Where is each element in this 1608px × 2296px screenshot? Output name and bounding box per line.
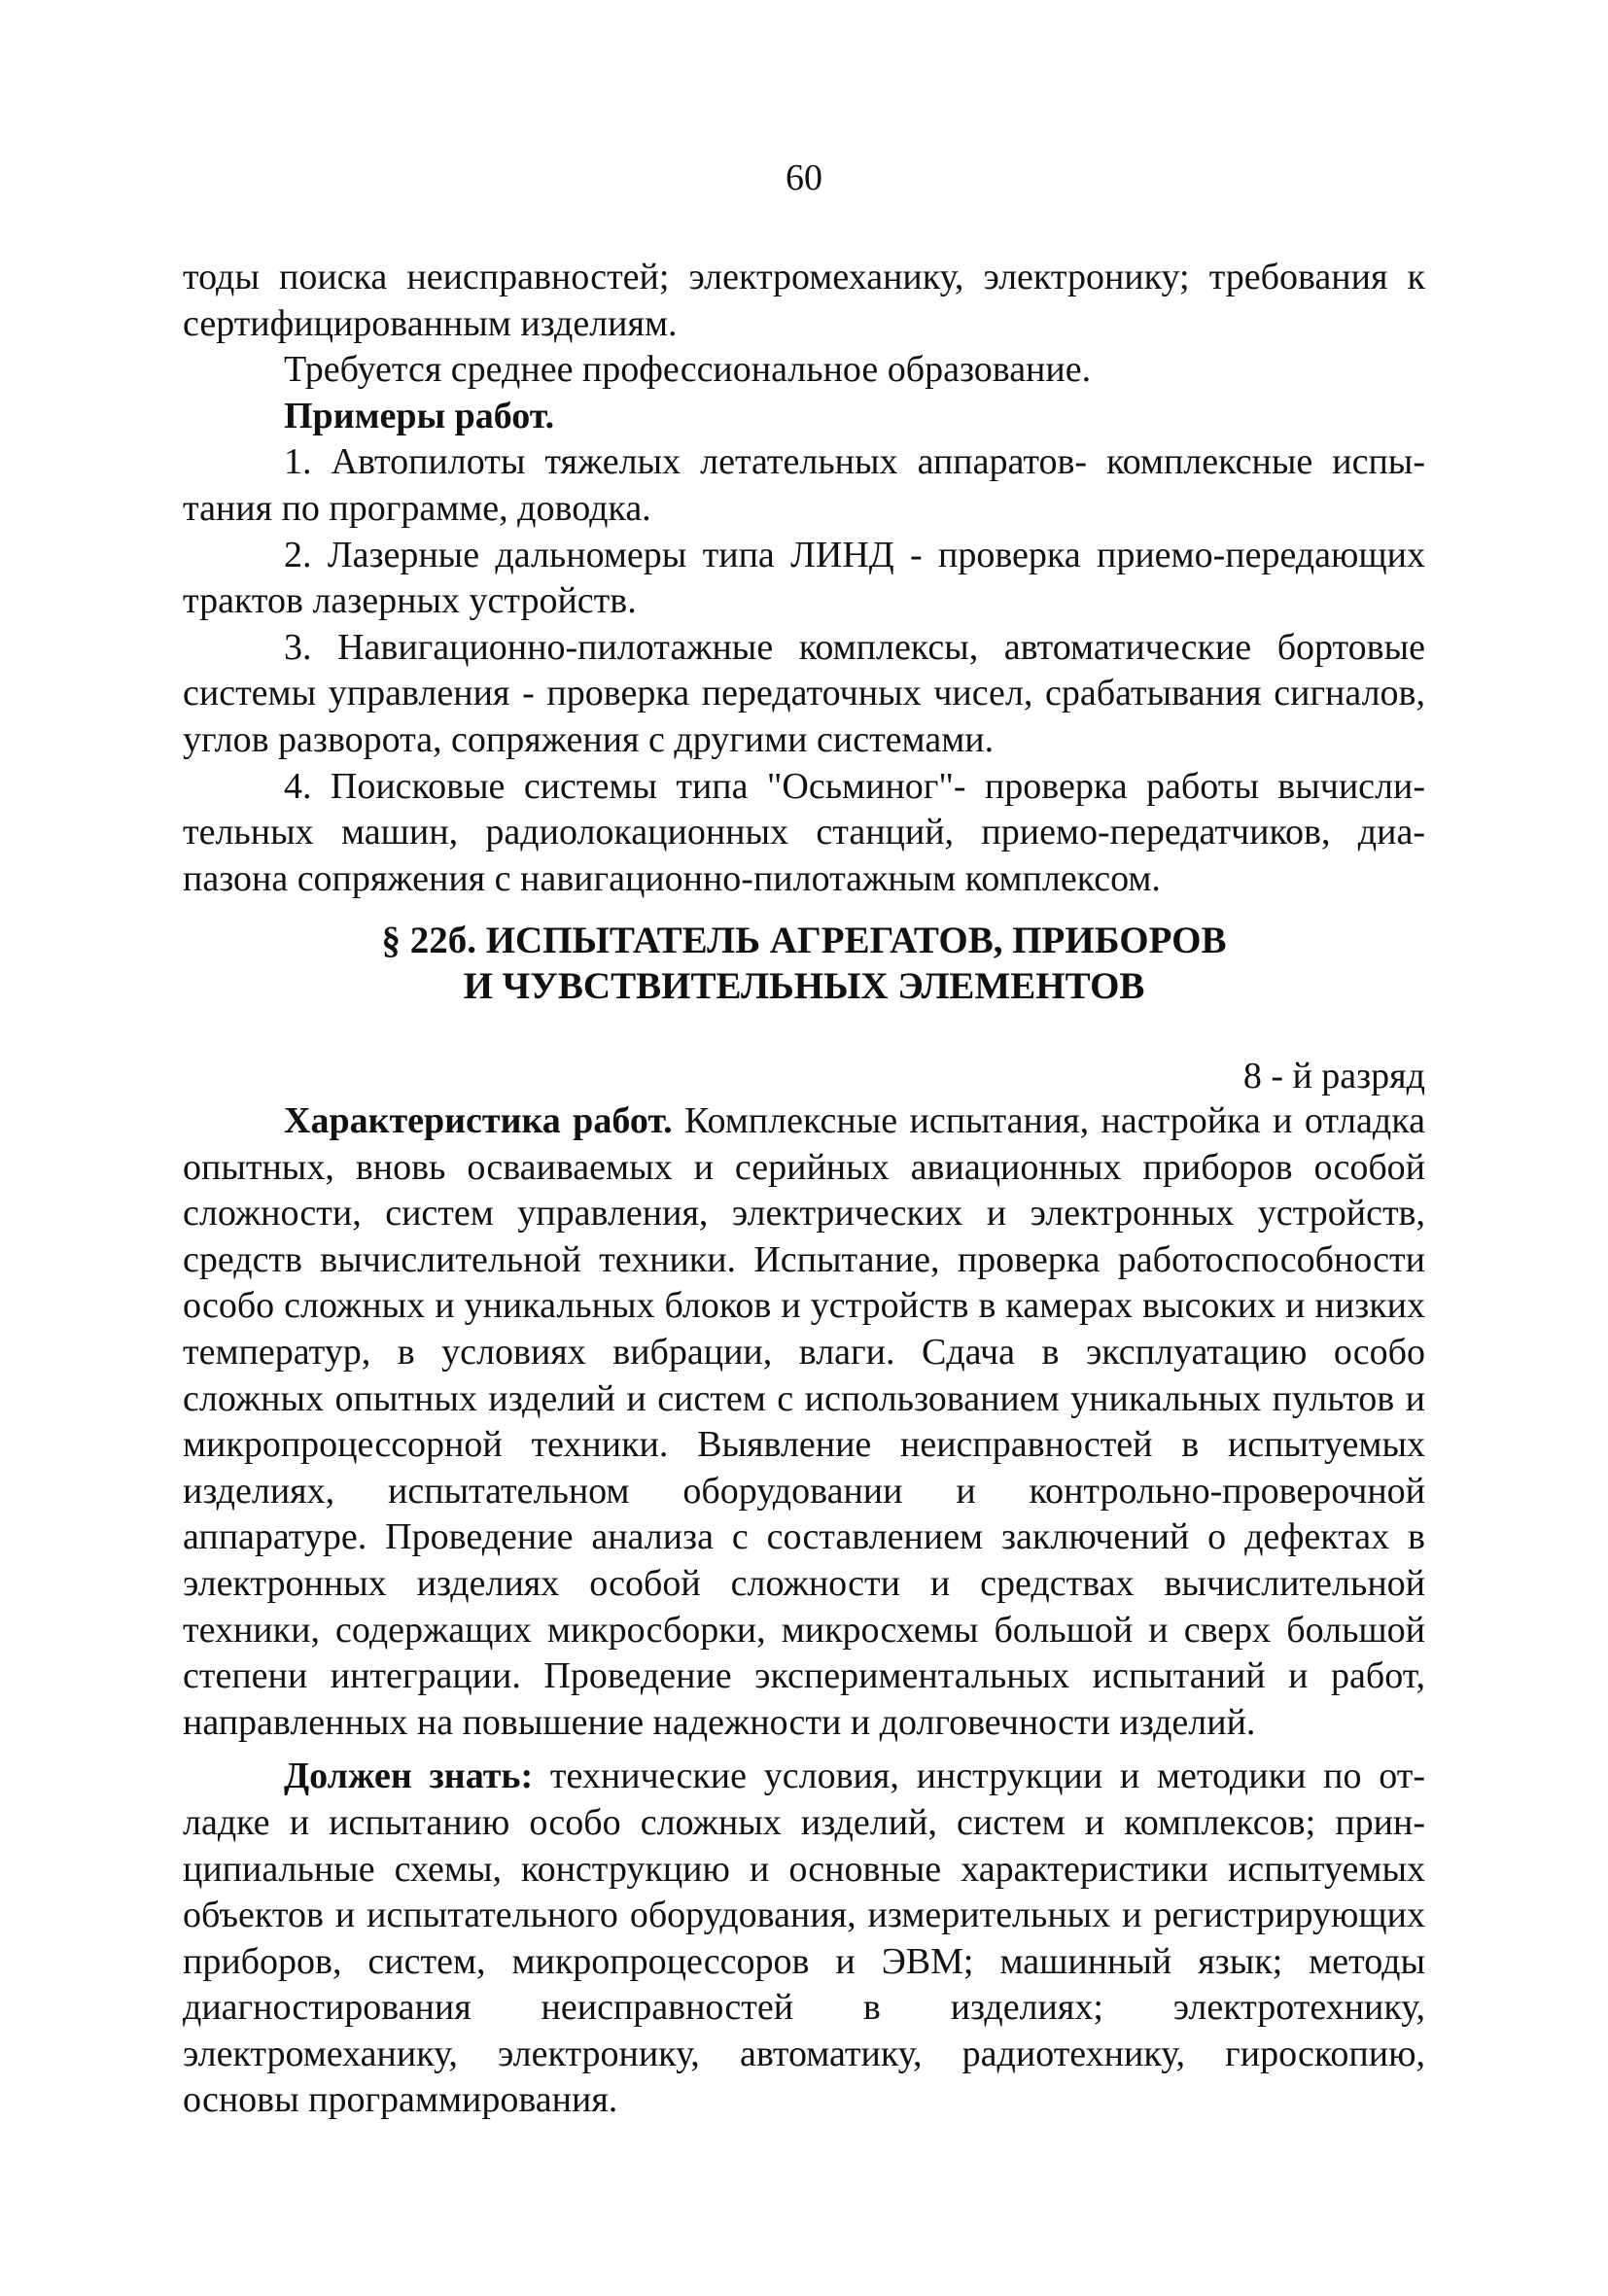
example-item-4: 4. Поисковые системы типа "Осьминог"- проверка работы вычислительных машин, радиолокационных станций, приемо-передатчиков, диапазона сопряжения с навигационно-пилотажным комплексом.: [183, 765, 1425, 899]
characteristics-label: Характеристика работ.: [284, 1100, 673, 1141]
intro-paragraph: тоды поиска неисправностей; электромеханику, электронику; требования к сертифицированным изделиям.: [183, 257, 1425, 344]
knowledge-paragraph: [183, 1754, 1425, 2124]
example-item-2: 2. Лазерные дальномеры типа ЛИНД - проверка приемо-передающих трактов лазерных устройств.: [183, 534, 1425, 622]
section-title-line-1: § 22б. ИСПЫТАТЕЛЬ АГРЕГАТОВ, ПРИБОРОВ: [381, 920, 1227, 961]
section-body: [183, 1098, 1425, 2124]
examples-heading: Примеры работ.: [284, 395, 555, 436]
top-text-block: [183, 255, 1425, 902]
grade-label: 8 - й разряд: [1242, 1056, 1425, 1096]
page-number: 60: [786, 157, 822, 198]
example-item-1: 1. Автопилоты тяжелых летательных аппаратов- комплексные испытания по программе, доводка.: [183, 441, 1425, 529]
education-paragraph: Требуется среднее профессиональное образование.: [284, 349, 1092, 391]
knowledge-text: технические условия, инструкции и методики по отладке и испытанию особо сложных изделий, систем и комплексов; принципиальные схемы, конструкцию и основные характеристики испытуемых объектов и испытательного оборудования, измерительных и регистрирующих приборов, систем, микропроцессоров и ЭВМ; машинный язык; методы диагностирования неисправностей в изделиях; электротехнику, электромеханику, электронику, автоматику, радиотехнику, гироскопию, основы программирования.: [183, 1756, 1426, 2121]
characteristics-paragraph: [183, 1098, 1425, 1746]
knowledge-label: Должен знать:: [284, 1756, 534, 1797]
example-item-3: 3. Навигационно-пилотажные комплексы, автоматические бортовые системы управления - проверка передаточных чисел, срабатывания сигналов, углов разворота, сопряжения с другими системами.: [183, 626, 1425, 760]
characteristics-text: Комплексные испытания, настройка и отладка опытных, вновь осваиваемых и серийных авиационных приборов особой сложности, систем управления, электрических и электронных устройств, средств вычислительной техники. Испытание, проверка работоспособности особо сложных и уникальных блоков и устройств в камерах высоких и низких температур, в условиях вибрации, влаги. Сдача в эксплуатацию особо сложных опытных изделий и систем с использованием уникальных пультов и микропроцессорной техники. Выявление неисправностей в испытуемых изделиях, испытательном оборудовании и контрольно-проверочной аппаратуре. Проведение анализа с составлением заключений о дефектах в электронных изделиях особой сложности и средствах вычислительной техники, содержащих микросборки, микросхемы большой и сверх большой степени интеграции. Проведение экспериментальных испытаний и работ, направленных на повышение надежности и долговечности изделий.: [183, 1100, 1425, 1743]
section-title-line-2: И ЧУВСТВИТЕЛЬНЫХ ЭЛЕМЕНТОВ: [463, 965, 1145, 1007]
section-heading: [0, 918, 1608, 1009]
